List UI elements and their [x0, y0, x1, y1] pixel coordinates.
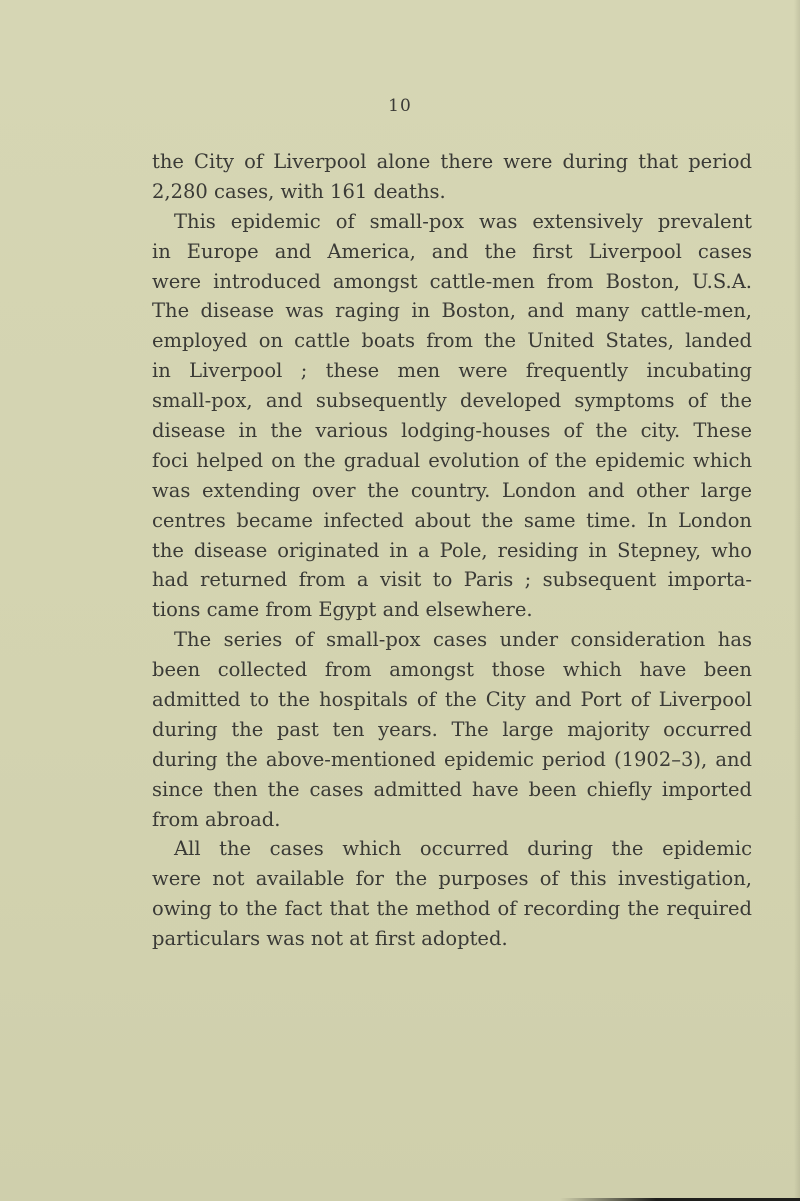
- text-line: The series of small-pox cases under consideration has: [174, 628, 752, 652]
- text-line: centres became infected about the same time. In London: [152, 508, 752, 532]
- text-line: employed on cattle boats from the United States, landed: [152, 329, 752, 353]
- text-line: been collected from amongst those which have been: [152, 658, 752, 682]
- body-text: [152, 147, 752, 954]
- text-line: the City of Liverpool alone there were during that period: [152, 150, 752, 173]
- text-line: foci helped on the gradual evolution of the epidemic which: [152, 448, 752, 472]
- text-line: in Europe and America, and the first Liverpool cases: [152, 239, 752, 263]
- text-line: during the past ten years. The large majority occurred: [152, 717, 752, 741]
- text-line: particulars was not at first adopted.: [152, 927, 508, 951]
- text-line: was extending over the country. London and other large: [152, 478, 752, 502]
- text-line: admitted to the hospitals of the City and Port of Liverpool: [152, 688, 752, 712]
- text-line: 2,280 cases, with 161 deaths.: [152, 179, 446, 203]
- text-line: disease in the various lodging-houses of the city. These: [152, 419, 752, 443]
- text-line: during the above-mentioned epidemic period (1902–3), and: [152, 747, 752, 771]
- text-line: had returned from a visit to Paris ; subsequent importa-: [152, 568, 752, 592]
- text-line: small-pox, and subsequently developed symptoms of the: [152, 389, 752, 413]
- text-line: the disease originated in a Pole, residing in Stepney, who: [152, 538, 752, 562]
- text-line: since then the cases admitted have been chiefly imported: [152, 777, 752, 801]
- text-line: This epidemic of small-pox was extensively prevalent: [174, 209, 752, 233]
- page-number: 10: [388, 96, 412, 116]
- text-line: tions came from Egypt and elsewhere.: [152, 598, 533, 622]
- text-line: were not available for the purposes of this investigation,: [152, 867, 752, 891]
- text-line: owing to the fact that the method of recording the required: [152, 897, 752, 921]
- text-line: The disease was raging in Boston, and many cattle-men,: [152, 299, 752, 323]
- text-line: All the cases which occurred during the epidemic: [174, 837, 752, 861]
- text-line: were introduced amongst cattle-men from Boston, U.S.A.: [152, 269, 752, 293]
- text-line: from abroad.: [152, 807, 281, 831]
- text-line: in Liverpool ; these men were frequently incubating: [152, 359, 752, 383]
- page-edge-shadow: [794, 0, 800, 1201]
